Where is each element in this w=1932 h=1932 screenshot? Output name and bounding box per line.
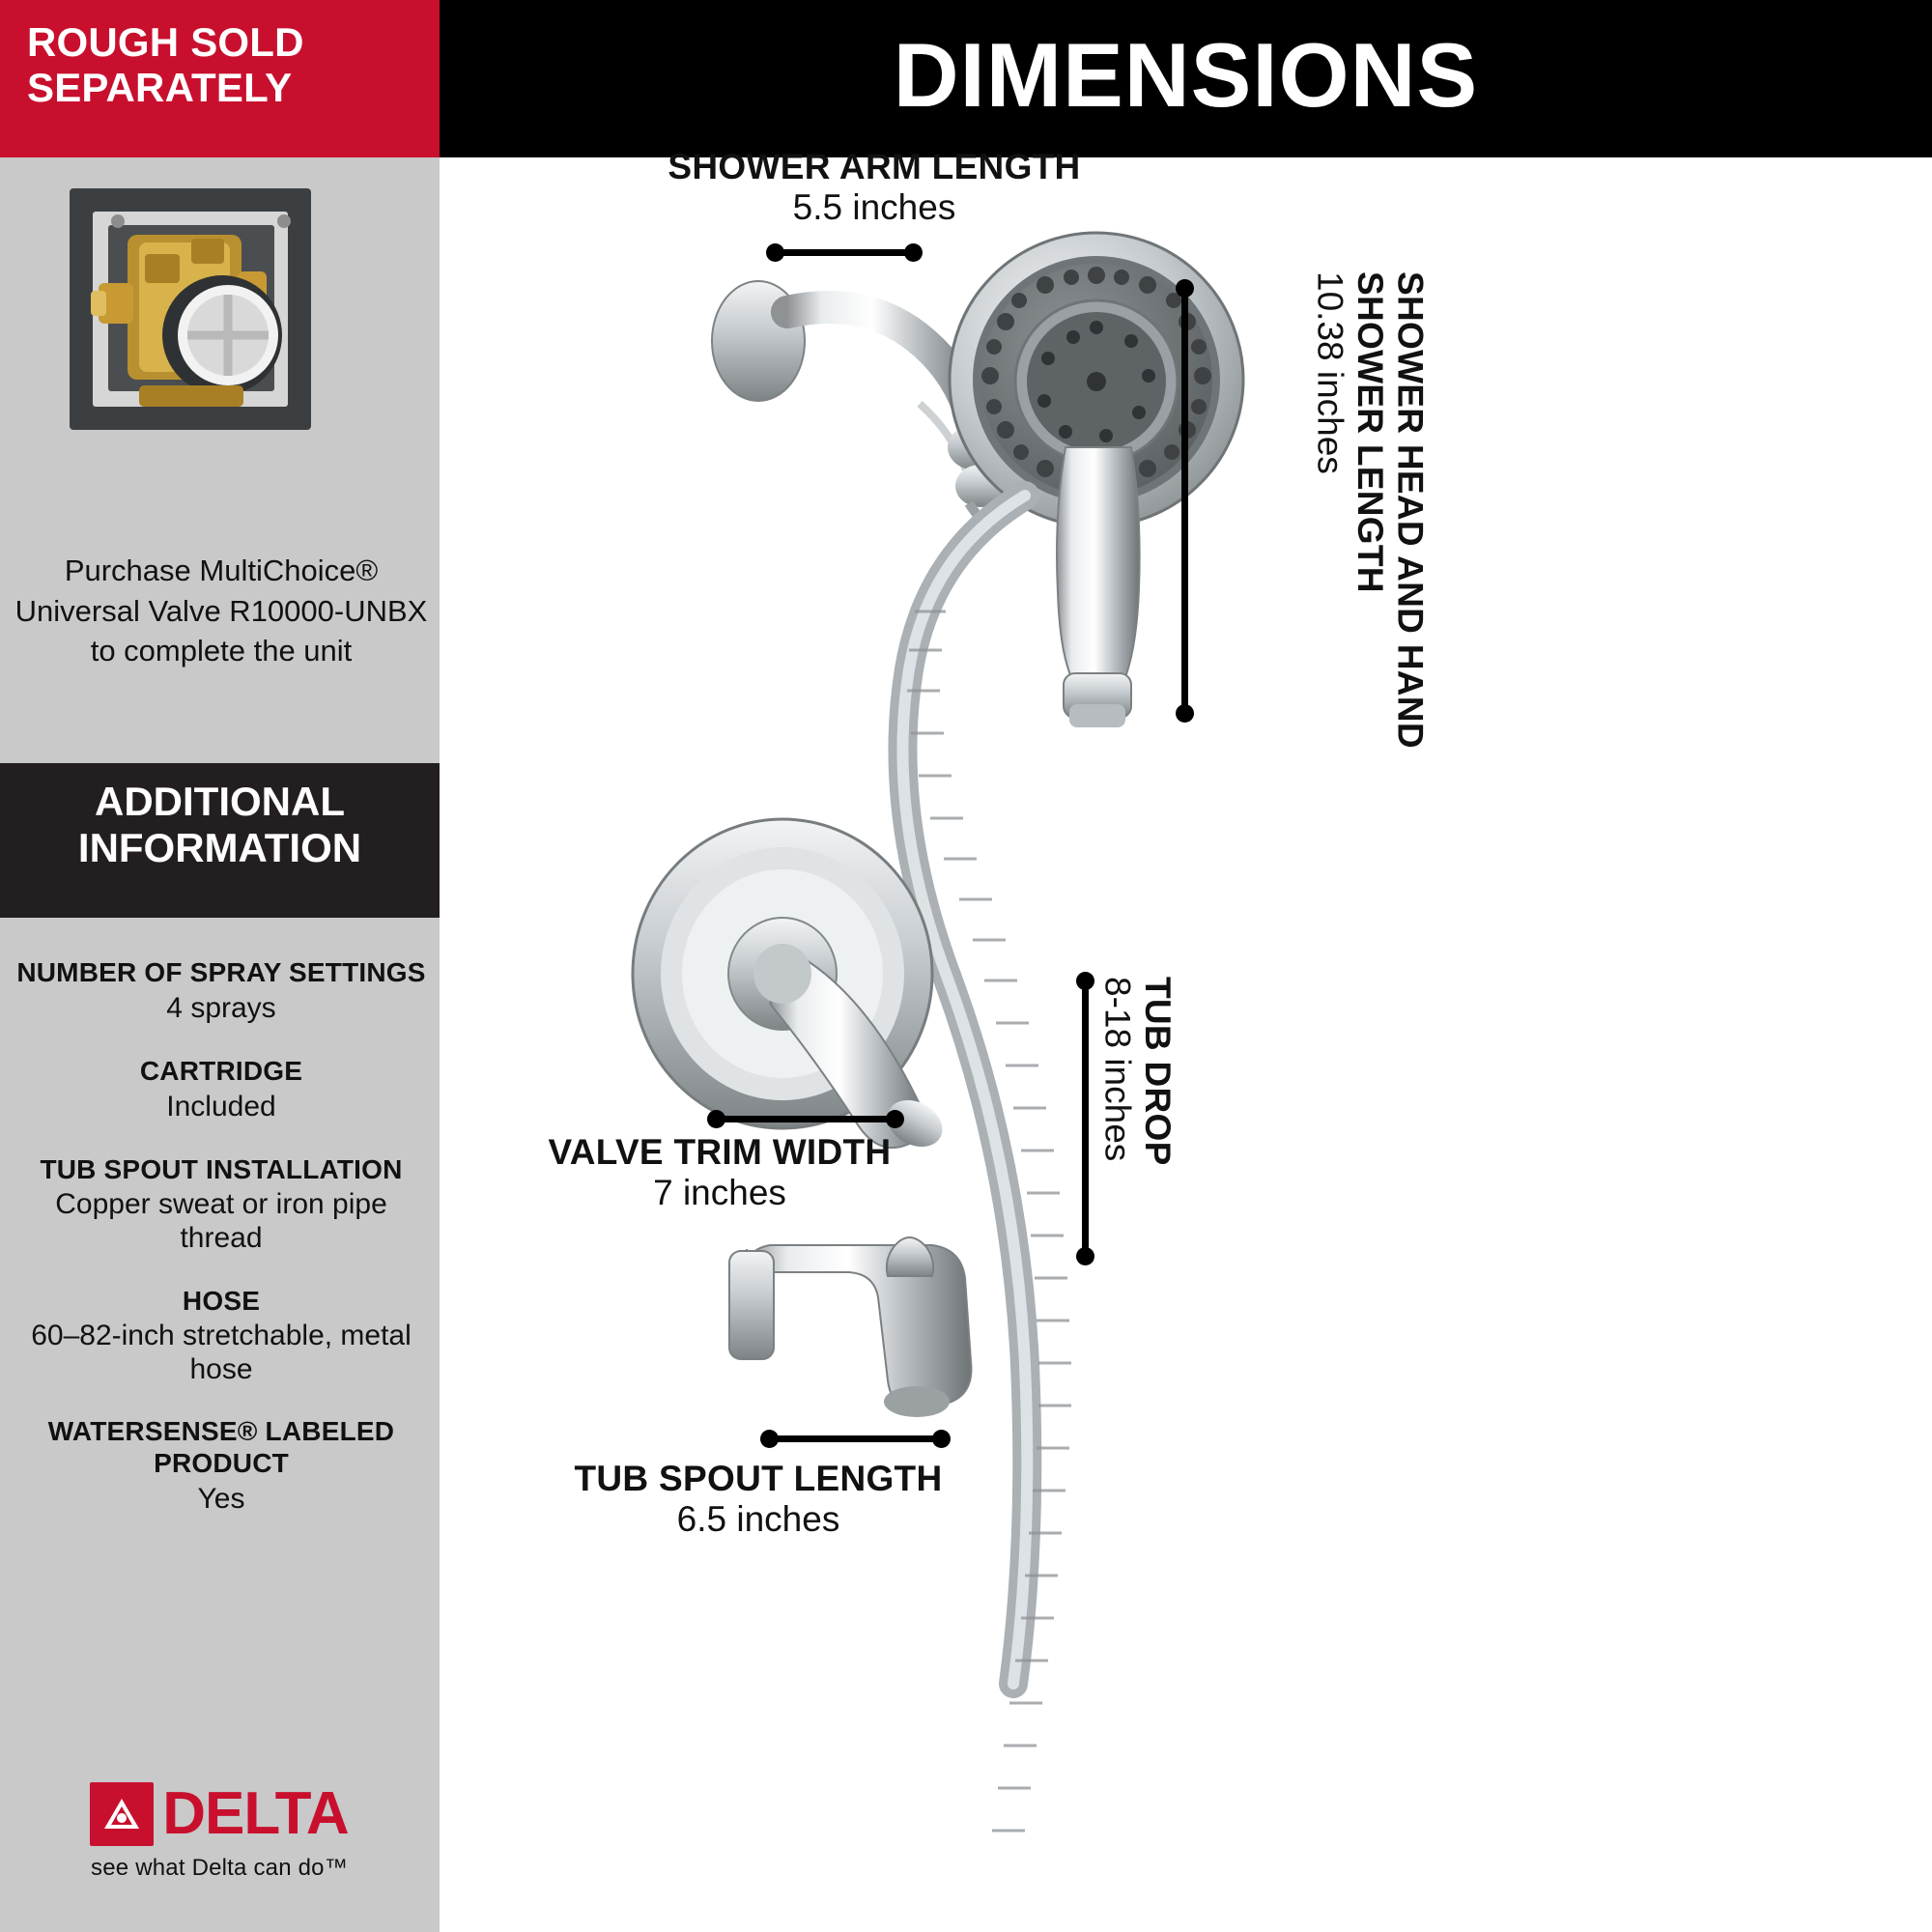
rough-sold-separately-banner — [0, 0, 440, 157]
measurement-title: TUB SPOUT LENGTH — [574, 1459, 943, 1498]
additional-information-banner — [0, 763, 440, 918]
measurement-title: SHOWER ARM LENGTH — [668, 147, 1081, 186]
additional-banner-line-1: ADDITIONAL — [95, 779, 345, 824]
dimension-line-shower-length — [1181, 287, 1188, 712]
measurement-title-line-2: SHOWER LENGTH — [1350, 271, 1390, 593]
spec-value: Included — [166, 1091, 276, 1123]
header-bar — [440, 0, 1932, 157]
delta-tagline: see what Delta can do™ — [91, 1855, 348, 1881]
measurement-tub-drop — [1096, 977, 1178, 1166]
additional-banner-line-2: INFORMATION — [77, 824, 362, 870]
measurement-shower-head-and-hand-shower-length — [1309, 271, 1430, 749]
rough-valve-image — [56, 179, 370, 493]
measurement-tub-spout-length — [459, 1460, 1058, 1540]
delta-logo-mark — [50, 1782, 388, 1846]
spec-list — [14, 956, 429, 1546]
page-title: DIMENSIONS — [893, 23, 1479, 126]
dimension-endpoint — [904, 243, 923, 262]
delta-logo — [50, 1782, 388, 1882]
dimension-line-tub-drop — [1082, 979, 1089, 1254]
dimension-endpoint — [886, 1110, 904, 1128]
diagram-area — [440, 147, 1932, 1932]
spec-label: NUMBER OF SPRAY SETTINGS — [16, 957, 426, 987]
measurement-value: 5.5 inches — [792, 186, 956, 227]
valve-caption: Purchase MultiChoice® Universal Valve R10000-UNBX to complete the unit — [14, 554, 428, 668]
measurement-value: 10.38 inches — [1310, 271, 1350, 474]
measurement-value: 8-18 inches — [1097, 977, 1138, 1162]
spec-label: HOSE — [182, 1285, 261, 1316]
rough-banner-line-2: SEPARATELY — [27, 65, 293, 111]
dimension-endpoint — [1176, 704, 1194, 723]
dimension-line-valve-trim-width — [715, 1116, 894, 1122]
measurement-valve-trim-width — [430, 1133, 1009, 1213]
delta-triangle-icon — [90, 1782, 154, 1846]
rough-banner-line-1: ROUGH SOLD — [27, 19, 304, 65]
spec-item-watersense — [14, 1415, 429, 1517]
measurement-title: TUB DROP — [1137, 977, 1178, 1166]
spec-value: 60–82-inch stretchable, metal hose — [31, 1319, 412, 1385]
dimension-endpoint — [760, 1430, 779, 1448]
dimension-endpoint — [707, 1110, 725, 1128]
delta-wordmark: DELTA — [162, 1780, 349, 1847]
measurement-value: 6.5 inches — [676, 1498, 840, 1539]
spec-label: CARTRIDGE — [139, 1056, 303, 1087]
dimension-endpoint — [766, 243, 784, 262]
spec-value: Copper sweat or iron pipe thread — [55, 1188, 387, 1254]
dimension-endpoint — [1076, 972, 1094, 990]
spec-item-spray-settings — [14, 956, 429, 1026]
spec-item-tub-spout-installation — [14, 1153, 429, 1256]
sidebar — [0, 0, 440, 1932]
measurement-title-line-1: SHOWER HEAD AND HAND — [1390, 271, 1431, 749]
measurement-shower-arm-length — [647, 148, 1101, 228]
measurement-value: 7 inches — [653, 1172, 786, 1212]
spec-value: 4 sprays — [166, 992, 276, 1025]
spec-item-cartridge — [14, 1055, 429, 1124]
spec-label: WATERSENSE® LABELED PRODUCT — [47, 1416, 395, 1479]
dimension-line-tub-spout-length — [768, 1435, 940, 1442]
dimension-endpoint — [932, 1430, 951, 1448]
dimension-endpoint — [1176, 279, 1194, 298]
dimension-endpoint — [1076, 1247, 1094, 1265]
spec-label: TUB SPOUT INSTALLATION — [40, 1154, 403, 1185]
spec-value: Yes — [197, 1483, 245, 1516]
dimension-line-shower-arm — [774, 249, 912, 256]
measurement-title: VALVE TRIM WIDTH — [548, 1132, 892, 1172]
spec-item-hose — [14, 1285, 429, 1387]
